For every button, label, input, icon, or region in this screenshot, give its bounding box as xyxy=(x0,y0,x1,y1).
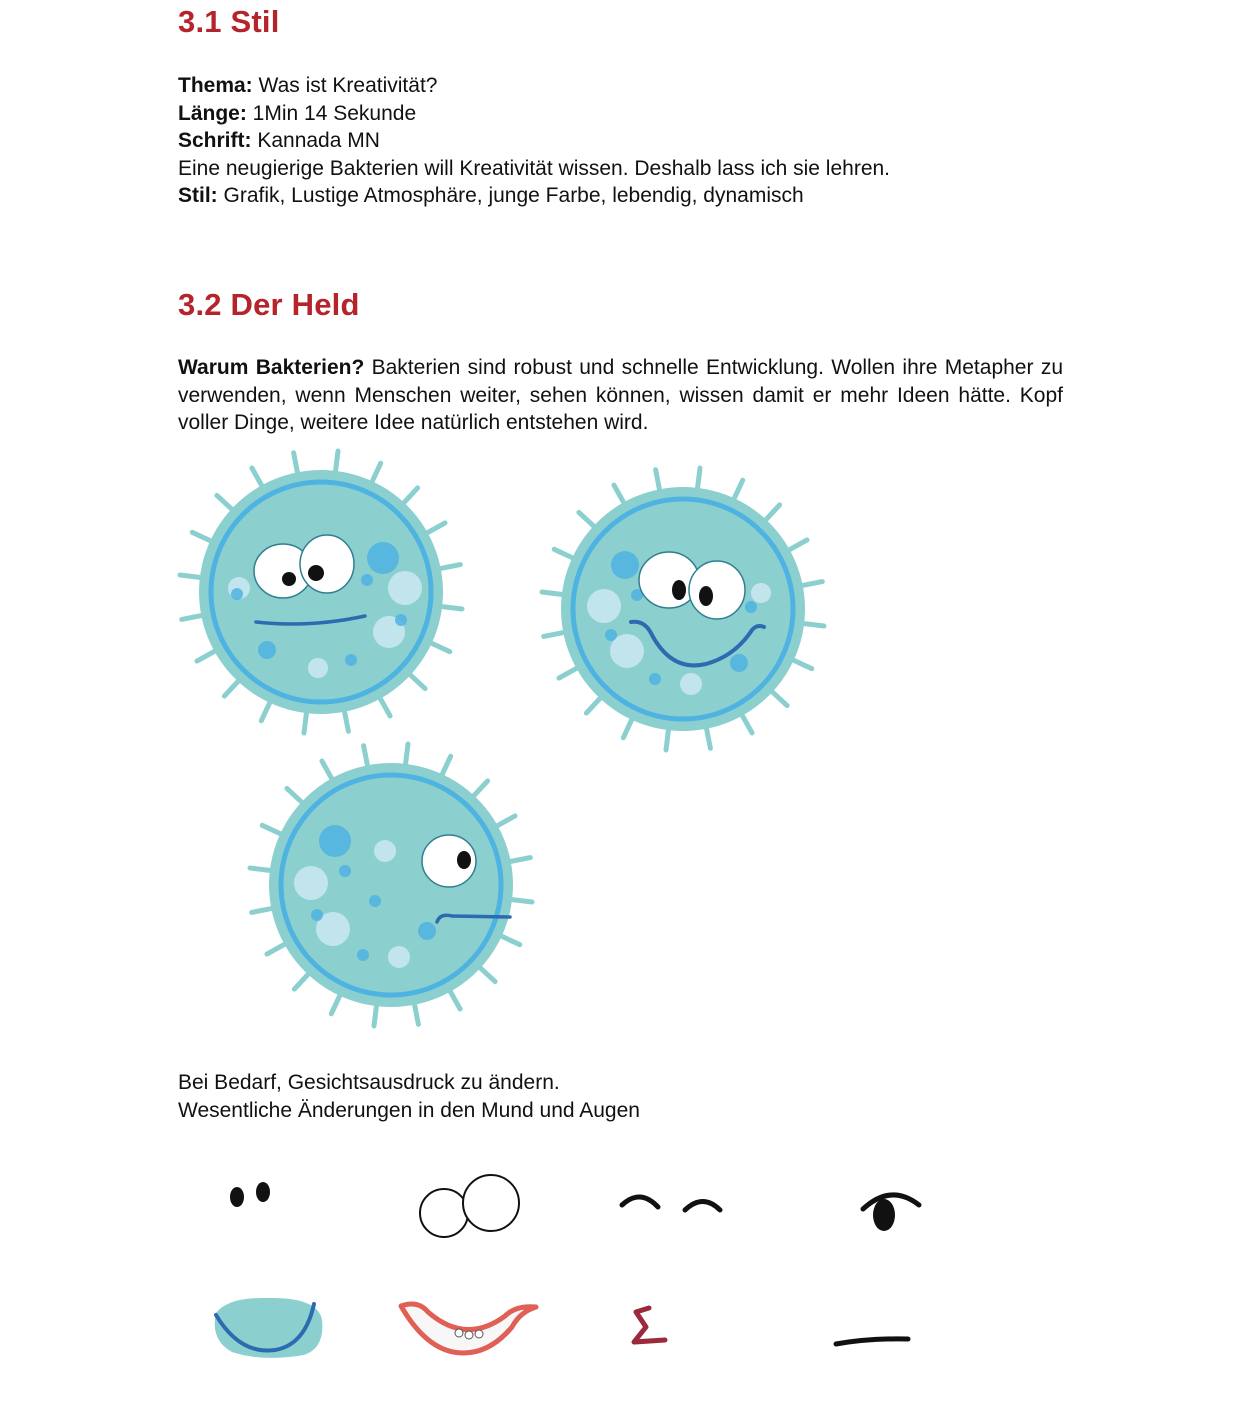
note-line-1: Bei Bedarf, Gesichtsausdruck zu ändern. xyxy=(178,1071,560,1094)
detail-row-schrift: Schrift: Kannada MN xyxy=(178,129,380,152)
eye-single-icon xyxy=(863,1195,919,1231)
eyes-closed-icon xyxy=(622,1197,720,1210)
bacterium-smiling xyxy=(542,468,824,750)
note-line-2: Wesentliche Änderungen in den Mund und Augen xyxy=(178,1098,640,1122)
mouth-open-tongue-icon xyxy=(215,1298,323,1358)
eye-right-icon xyxy=(300,535,354,593)
mouth-flat-icon xyxy=(836,1339,908,1344)
mouth-grin-teeth-icon xyxy=(401,1304,536,1353)
intro-label: Warum Bakterien? xyxy=(178,356,365,379)
eyes-round-icon xyxy=(420,1175,519,1237)
section-heading-held: 3.2 Der Held xyxy=(178,287,360,322)
eye-single-icon xyxy=(422,835,476,887)
intro-text: Bakterien sind robust und schnelle Entwicklung. Wollen ihre Metapher zu verwenden, wenn Menschen weiter, sehen können, wissen damit er mehr Ideen hätte. Kopf voller Dinge, weitere Idee natürlich entstehen wird. xyxy=(178,356,1064,434)
bacterium-winking xyxy=(250,744,532,1026)
note-paragraph xyxy=(178,1069,640,1124)
detail-row-description: Eine neugierige Bakterien will Kreativität wissen. Deshalb lass ich sie lehren. xyxy=(178,156,891,180)
eye-right-icon xyxy=(689,561,745,619)
eyes-dots-icon xyxy=(230,1182,270,1207)
mouth-pinched-icon xyxy=(634,1308,665,1342)
section-heading-stil: 3.1 Stil xyxy=(178,4,280,39)
detail-row-laenge: Länge: 1Min 14 Sekunde xyxy=(178,101,417,125)
detail-row-thema: Thema: Was ist Kreativität? xyxy=(178,74,438,97)
detail-row-stil: Stil: Grafik, Lustige Atmosphäre, junge Farbe, lebendig, dynamisch xyxy=(178,184,804,207)
